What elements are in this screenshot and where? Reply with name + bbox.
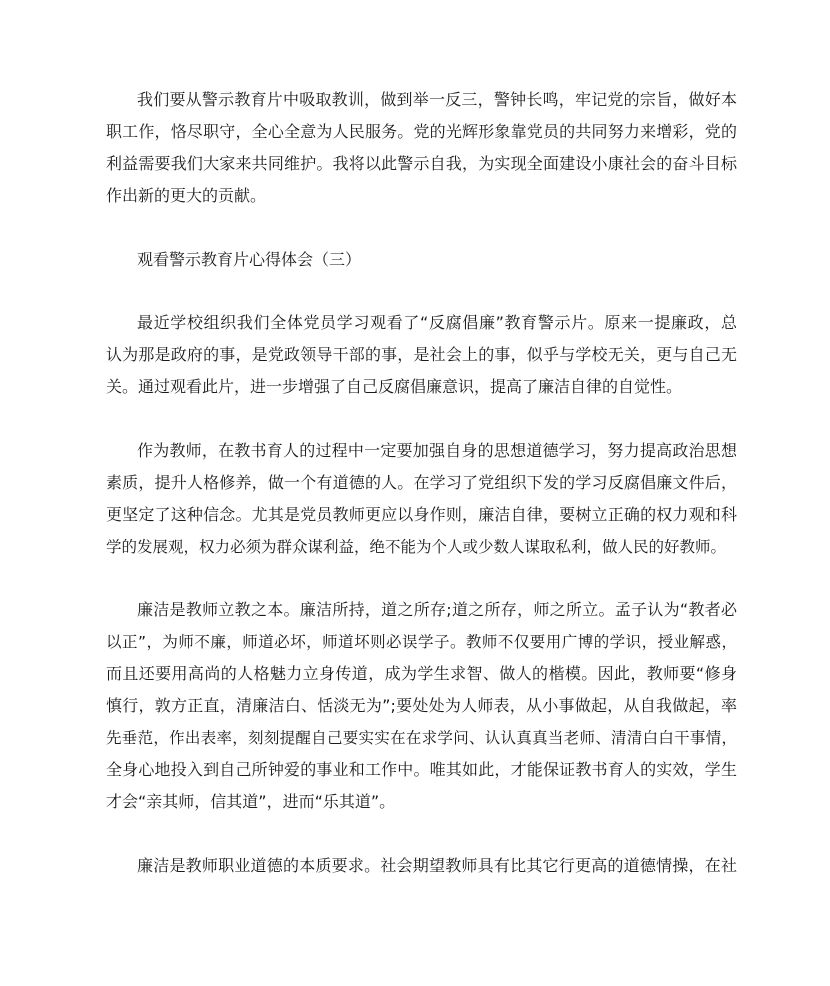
text-line: 更坚定了这种信念。尤其是党员教师更应以身作则，廉洁自律，要树立正确的权力观和科 bbox=[106, 504, 737, 524]
text-line: 慎行，敦方正直，清廉洁白、恬淡无为”;要处处为人师表，从小事做起，从自我做起，率 bbox=[106, 696, 737, 716]
text-line: 才会“亲其师，信其道”，进而“乐其道”。 bbox=[106, 791, 396, 811]
text-line: 关。通过观看此片，进一步增强了自己反腐倡廉意识，提高了廉洁自律的自觉性。 bbox=[106, 377, 683, 397]
text-line: 作出新的更大的贡献。 bbox=[106, 185, 267, 205]
text-line: 素质，提升人格修养，做一个有道德的人。在学习了党组织下发的学习反腐倡廉文件后， bbox=[106, 472, 737, 492]
text-line: 利益需要我们大家来共同维护。我将以此警示自我，为实现全面建设小康社会的奋斗目标 bbox=[106, 153, 737, 173]
text-line: 我们要从警示教育片中吸取教训，做到举一反三，警钟长鸣，牢记党的宗旨，做好本 bbox=[137, 90, 737, 109]
text-line: 学的发展观，权力必须为群众谋利益，绝不能为个人或少数人谋取私利，做人民的好教师。 bbox=[106, 537, 727, 556]
text-line: 先垂范，作出表率，刻刻提醒自己要实实在在求学问、认认真真当老师、清清白白干事情， bbox=[106, 729, 737, 747]
text-line: 作为教师，在教书育人的过程中一定要加强自身的思想道德学习，努力提高政治思想 bbox=[137, 440, 737, 460]
text-line: 认为那是政府的事，是党政领导干部的事，是社会上的事，似乎与学校无关，更与自己无 bbox=[106, 345, 737, 365]
text-line: 全身心地投入到自己所钟爱的事业和工作中。唯其如此，才能保证教书育人的实效，学生 bbox=[106, 759, 737, 779]
text-line: 廉洁是教师立教之本。廉洁所持，道之所存;道之所存，师之所立。孟子认为“教者必 bbox=[137, 600, 737, 620]
text-line: 以正”，为师不廉，师道必坏，师道坏则必误学子。教师不仅要用广博的学识，授业解惑， bbox=[106, 633, 737, 652]
text-line: 最近学校组织我们全体党员学习观看了“反腐倡廉”教育警示片。原来一提廉政，总 bbox=[137, 313, 737, 333]
text-line: 职工作，恪尽职守，全心全意为人民服务。党的光辉形象靠党员的共同努力来增彩，党的 bbox=[106, 121, 737, 141]
text-line: 廉洁是教师职业道德的本质要求。社会期望教师具有比其它行更高的道德情操，在社 bbox=[137, 855, 737, 875]
text-line: 观看警示教育片心得体会（三） bbox=[137, 249, 362, 269]
text-line: 而且还要用高尚的人格魅力立身传道，成为学生求智、做人的楷模。因此，教师要“修身 bbox=[106, 664, 737, 684]
